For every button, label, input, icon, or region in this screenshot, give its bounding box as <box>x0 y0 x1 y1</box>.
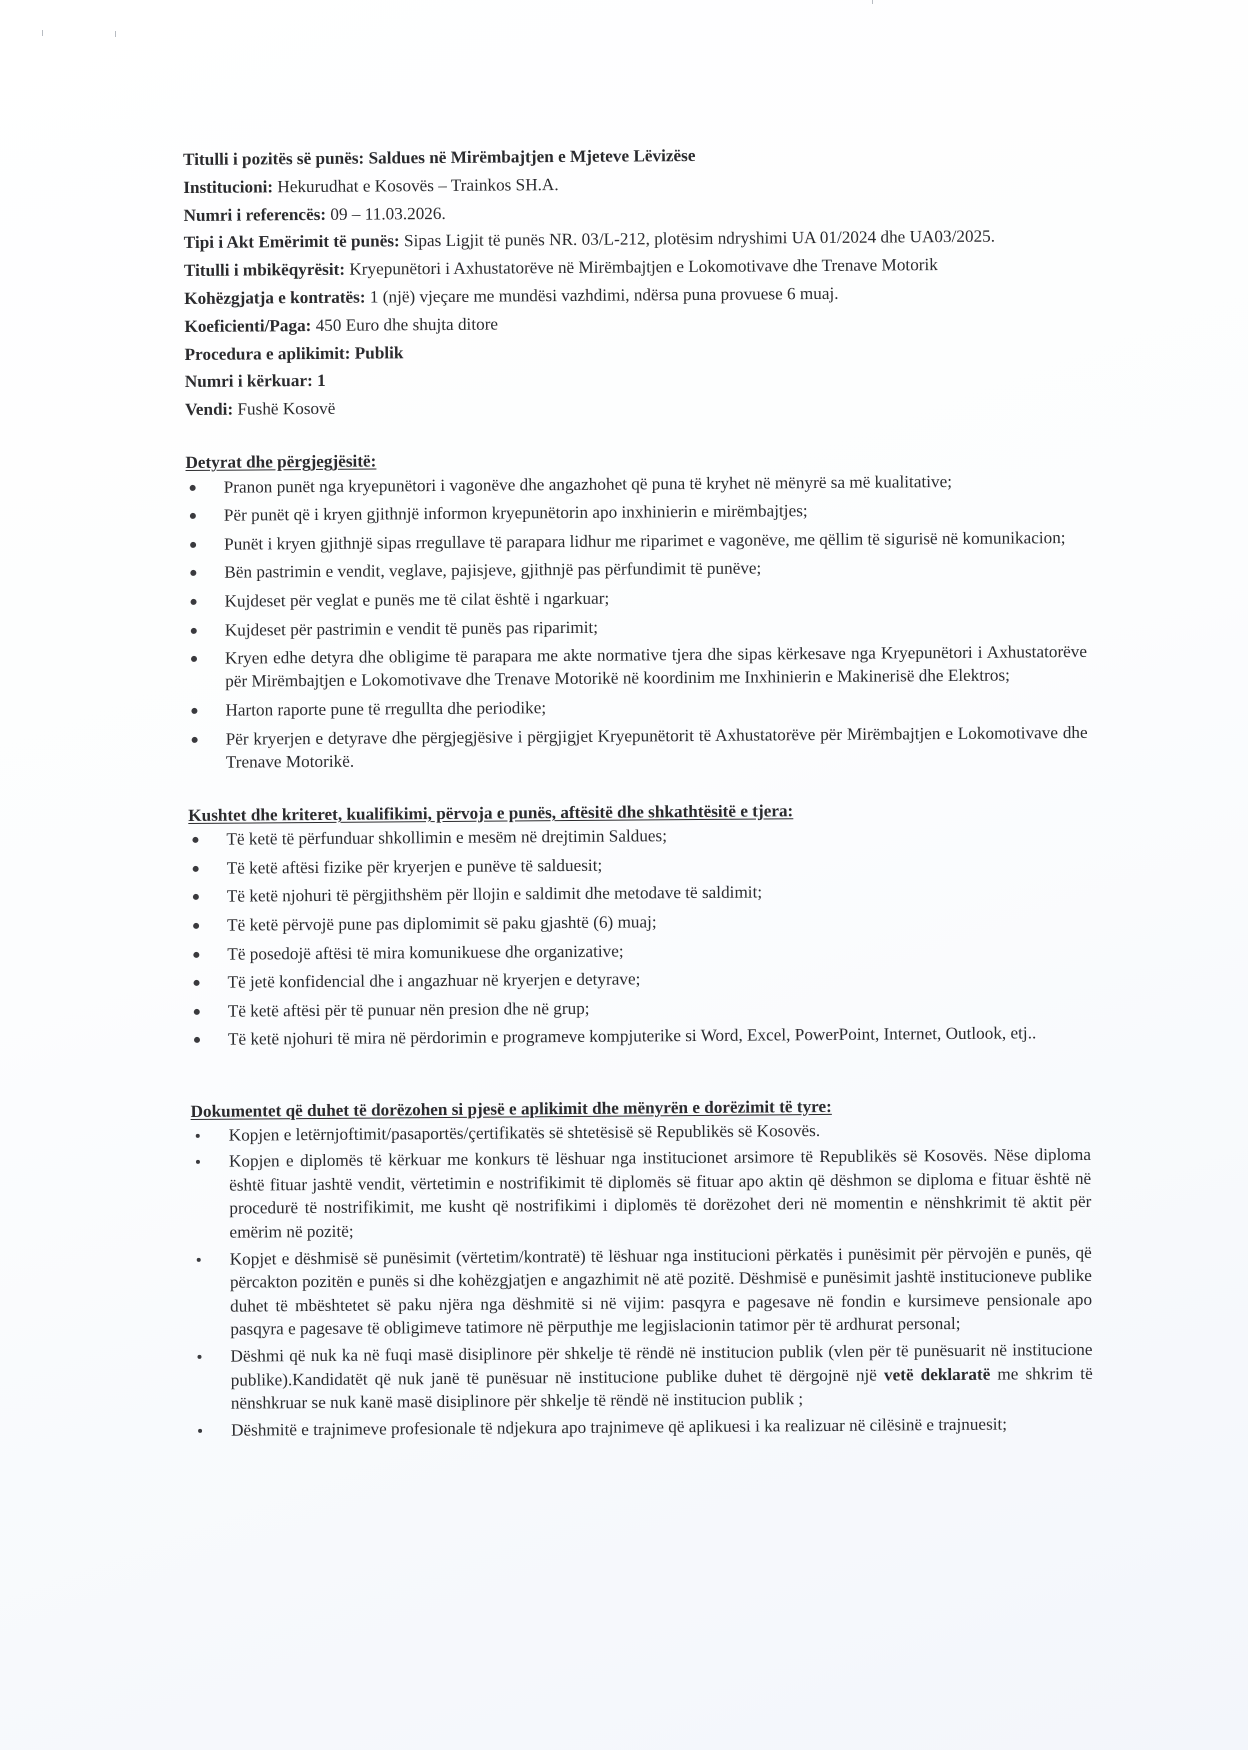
bullet-icon <box>194 1009 200 1015</box>
list-item <box>189 878 1089 908</box>
meta-label: Institucioni: <box>183 177 274 197</box>
list-item <box>187 611 1087 641</box>
scan-speck <box>42 30 43 36</box>
list-item <box>190 1021 1090 1051</box>
bullet-icon <box>192 837 198 843</box>
meta-label: Vendi: <box>184 399 234 420</box>
bullet-icon <box>194 980 200 986</box>
list-item <box>186 554 1086 584</box>
meta-contract-duration <box>184 280 1084 310</box>
requirements-section <box>188 797 1090 1052</box>
documents-list <box>191 1117 1093 1443</box>
list-item <box>186 583 1086 613</box>
list-item <box>191 1143 1092 1244</box>
list-item-text: Kryen edhe detyra dhe obligime të parapara me akte normative tjera dhe sipas kërkesave nga Kryepunëtori i Axhustatorëve për Mirëmbajtjen e Lokomotivave dhe Trenave Motorikë në koordinim me Inxhinierin e Makinerisë dhe Elektros; <box>224 642 1088 692</box>
bullet-icon <box>193 866 199 872</box>
meta-institution <box>183 169 1083 199</box>
bullet-icon <box>193 951 199 957</box>
job-announcement-document <box>183 141 1093 1445</box>
list-item-text: Të ketë njohuri të mira në përdorimin e programeve kompjuterike si Word, Excel, PowerPoint, Internet, Outlook, etj.. <box>227 1023 1037 1049</box>
meta-label: Titulli i mbikëqyrësit: <box>183 259 346 281</box>
meta-value: 1 (një) vjeçare me mundësi vazhdimi, ndërsa puna provuese 6 muaj. <box>369 283 839 307</box>
list-item-text: Bën pastrimin e vendit, veglave, pajisjeve, gjithnjë pas përfundimit të punëve; <box>224 558 762 583</box>
list-item-text: Pranon punët nga kryepunëtori i vagonëve dhe angazhohet që puna të kryhet në mënyrë sa më kualitative; <box>223 471 953 497</box>
bullet-icon <box>196 1160 200 1164</box>
bullet-icon <box>198 1429 202 1433</box>
bullet-icon <box>190 570 196 576</box>
meta-label: Tipi i Akt Emërimit të punës: <box>183 231 400 253</box>
list-item <box>192 1241 1093 1342</box>
duties-list <box>186 468 1088 773</box>
scan-speck <box>872 0 873 4</box>
bullet-icon <box>190 484 196 490</box>
list-item <box>186 497 1086 527</box>
meta-reference-number <box>183 197 1083 227</box>
list-item-text: Për punët që i kryen gjithnjë informon kryepunëtorin apo inxhinierin e mirëmbajtjes; <box>223 501 808 525</box>
meta-label: Procedura e aplikimit: <box>184 343 351 364</box>
documents-title: Dokumentet që duhet të dorëzohen si pjesë e aplikimit dhe mënyrën e dorëzimit të tyre: <box>190 1096 832 1121</box>
list-item <box>189 964 1089 994</box>
meta-value: Hekurudhat e Kosovës – Trainkos SH.A. <box>277 174 559 197</box>
meta-value: Sipas Ligjit të punës NR. 03/L-212, plotësim ndryshimi UA 01/2024 dhe UA03/2025. <box>403 227 996 251</box>
meta-label: Numri i kërkuar: <box>184 371 313 392</box>
meta-value: Kryepunëtori i Axhustatorëve në Mirëmbajtjen e Lokomotivave dhe Trenave Motorik <box>349 255 938 279</box>
duties-section <box>185 444 1088 774</box>
bullet-icon <box>196 1134 200 1138</box>
list-item <box>193 1412 1093 1443</box>
meta-label: Kohëzgjatja e kontratës: <box>184 287 366 308</box>
meta-application-procedure <box>185 336 1085 366</box>
list-item-text: Kopjet e dëshmisë së punësimit (vërtetim/kontratë) të lëshuar nga institucioni përkatës i punësimit për përvojën e punës, që përcakton pozitën e punës si dhe kohëzgjatjen e angazhimit në atë pozitë. Dëshmisë e punësimit jashtë institucioneve publike duhet të mbështetet së paku njëra nga dëshmitë si në vijim: pasqyra e pagesave në fondin e kursimeve pensionale apo pasqyra e pagesave të obligimeve tatimore në përputhje me legjislacionin tatimor për të ardhurat personal; <box>229 1242 1093 1340</box>
meta-supervisor-title <box>184 252 1084 282</box>
scan-speck <box>115 31 116 37</box>
requirements-title: Kushtet dhe kriteret, kualifikimi, përvoja e punës, aftësitë dhe shkathtësitë e tjera: <box>188 801 794 825</box>
list-item <box>189 907 1089 937</box>
bullet-icon <box>190 542 196 548</box>
bullet-icon <box>197 1355 201 1359</box>
list-item-text: Të posedojë aftësi të mira komunikuese dhe organizative; <box>227 941 624 964</box>
meta-location <box>185 391 1085 421</box>
list-item-text: Punët i kryen gjithnjë sipas rregullave të parapara lidhur me riparimet e vagonëve, me qëllim të sigurisë në komunikacion; <box>224 527 1066 554</box>
requirements-list <box>188 821 1090 1051</box>
meta-value: 09 – 11.03.2026. <box>330 203 446 224</box>
meta-label: Numri i referencës: <box>183 204 327 225</box>
list-item-text <box>230 1338 1093 1416</box>
list-item-text: Të jetë konfidencial dhe i angazhuar në kryerjen e detyrave; <box>227 969 641 992</box>
list-item <box>189 850 1089 880</box>
bullet-icon <box>194 1037 200 1043</box>
list-item-text-part: me shkrim të nënshkruar se nuk kanë masë disiplinore për shkelje të rëndë në institucion publik ; <box>230 1363 1093 1413</box>
bullet-icon <box>191 627 197 633</box>
list-item-text: Të ketë aftësi për të punuar nën presion dhe në grup; <box>227 998 590 1021</box>
meta-value: Fushë Kosovë <box>237 398 336 419</box>
documents-section <box>190 1092 1093 1442</box>
meta-label: Titulli i pozitës së punës: <box>183 148 365 169</box>
list-item-text: Të ketë aftësi fizike për kryerjen e punëve të salduesit; <box>226 855 603 878</box>
list-item <box>192 1338 1093 1416</box>
bullet-icon <box>193 894 199 900</box>
bullet-icon <box>191 599 197 605</box>
emphasis-self-declaration: vetë deklaratë <box>883 1364 991 1385</box>
meta-label: Koeficienti/Paga: <box>184 315 312 336</box>
list-item-text: Kopjen e diplomës të kërkuar me konkurs të lëshuar nga institucionet arsimore të Republikës së Kosovës. Nëse diploma është fituar jashtë vendit, vërtetimin e nostrifikimit të diplomës së fituar apo aktin që dëshmon se diploma e fituar është në procedurë të nostrifikimit, me kusht që nostrifikimi i diplomës të dorëzohet deri në momentin e nënshkrimit të aktit për emërim në pozitë; <box>228 1145 1092 1242</box>
bullet-icon <box>193 923 199 929</box>
list-item-text: Të ketë përvojë pune pas diplomimit së paku gjashtë (6) muaj; <box>227 912 657 935</box>
list-item-text: Për kryerjen e detyrave dhe përgjegjësive i përgjigjet Kryepunëtorit të Axhustatorëve për Mirëmbajtjen e Lokomotivave dhe Trenave Motorikë. <box>225 722 1088 772</box>
job-details-header <box>183 141 1085 421</box>
list-item <box>187 692 1087 722</box>
list-item-text: Të ketë të përfunduar shkollimin e mesëm në drejtimin Saldues; <box>226 826 668 849</box>
meta-appointment-type <box>184 224 1084 254</box>
bullet-icon <box>197 1258 201 1262</box>
list-item-text: Harton raporte pune të rregullta dhe periodike; <box>225 698 547 720</box>
bullet-icon <box>192 736 198 742</box>
list-item <box>190 993 1090 1023</box>
meta-value: Saldues në Mirëmbajtjen e Mjeteve Lëvizëse <box>368 145 696 168</box>
meta-number-required <box>185 363 1085 393</box>
list-item-text: Të ketë njohuri të përgjithshëm për llojin e saldimit dhe metodave të saldimit; <box>226 882 763 907</box>
list-item-text: Kujdeset për pastrimin e vendit të punës pas riparimit; <box>224 617 599 640</box>
meta-salary <box>184 308 1084 338</box>
bullet-icon <box>191 656 197 662</box>
duties-title: Detyrat dhe përgjegjësitë: <box>185 451 377 473</box>
list-item-text: Kopjen e letërnjoftimit/pasaportës/çertifikatës së shtetësisë së Republikës së Kosovës. <box>228 1120 821 1145</box>
meta-value: 1 <box>317 371 326 391</box>
list-item <box>186 526 1086 556</box>
meta-value: 450 Euro dhe shujta ditore <box>315 314 499 335</box>
list-item <box>189 935 1089 965</box>
list-item-text: Dëshmitë e trajnimeve profesionale të ndjekura apo trajnimeve që aplikuesi i ka realizuar në cilësinë e trajnuesit; <box>230 1414 1008 1440</box>
list-item <box>187 640 1087 693</box>
list-item-text-part: Dëshmi që nuk ka në fuqi masë disiplinore për shkelje të rëndë në institucion publik (vlen për të punësuarit në institucione publike).Kandidatët që nuk janë të punësuar në institucione publike duhet të dërgojnë një <box>230 1339 1093 1390</box>
list-item-text: Kujdeset për veglat e punës me të cilat është i ngarkuar; <box>224 588 610 611</box>
bullet-icon <box>190 513 196 519</box>
meta-value: Publik <box>354 342 404 363</box>
bullet-icon <box>191 708 197 714</box>
list-item <box>188 720 1088 773</box>
